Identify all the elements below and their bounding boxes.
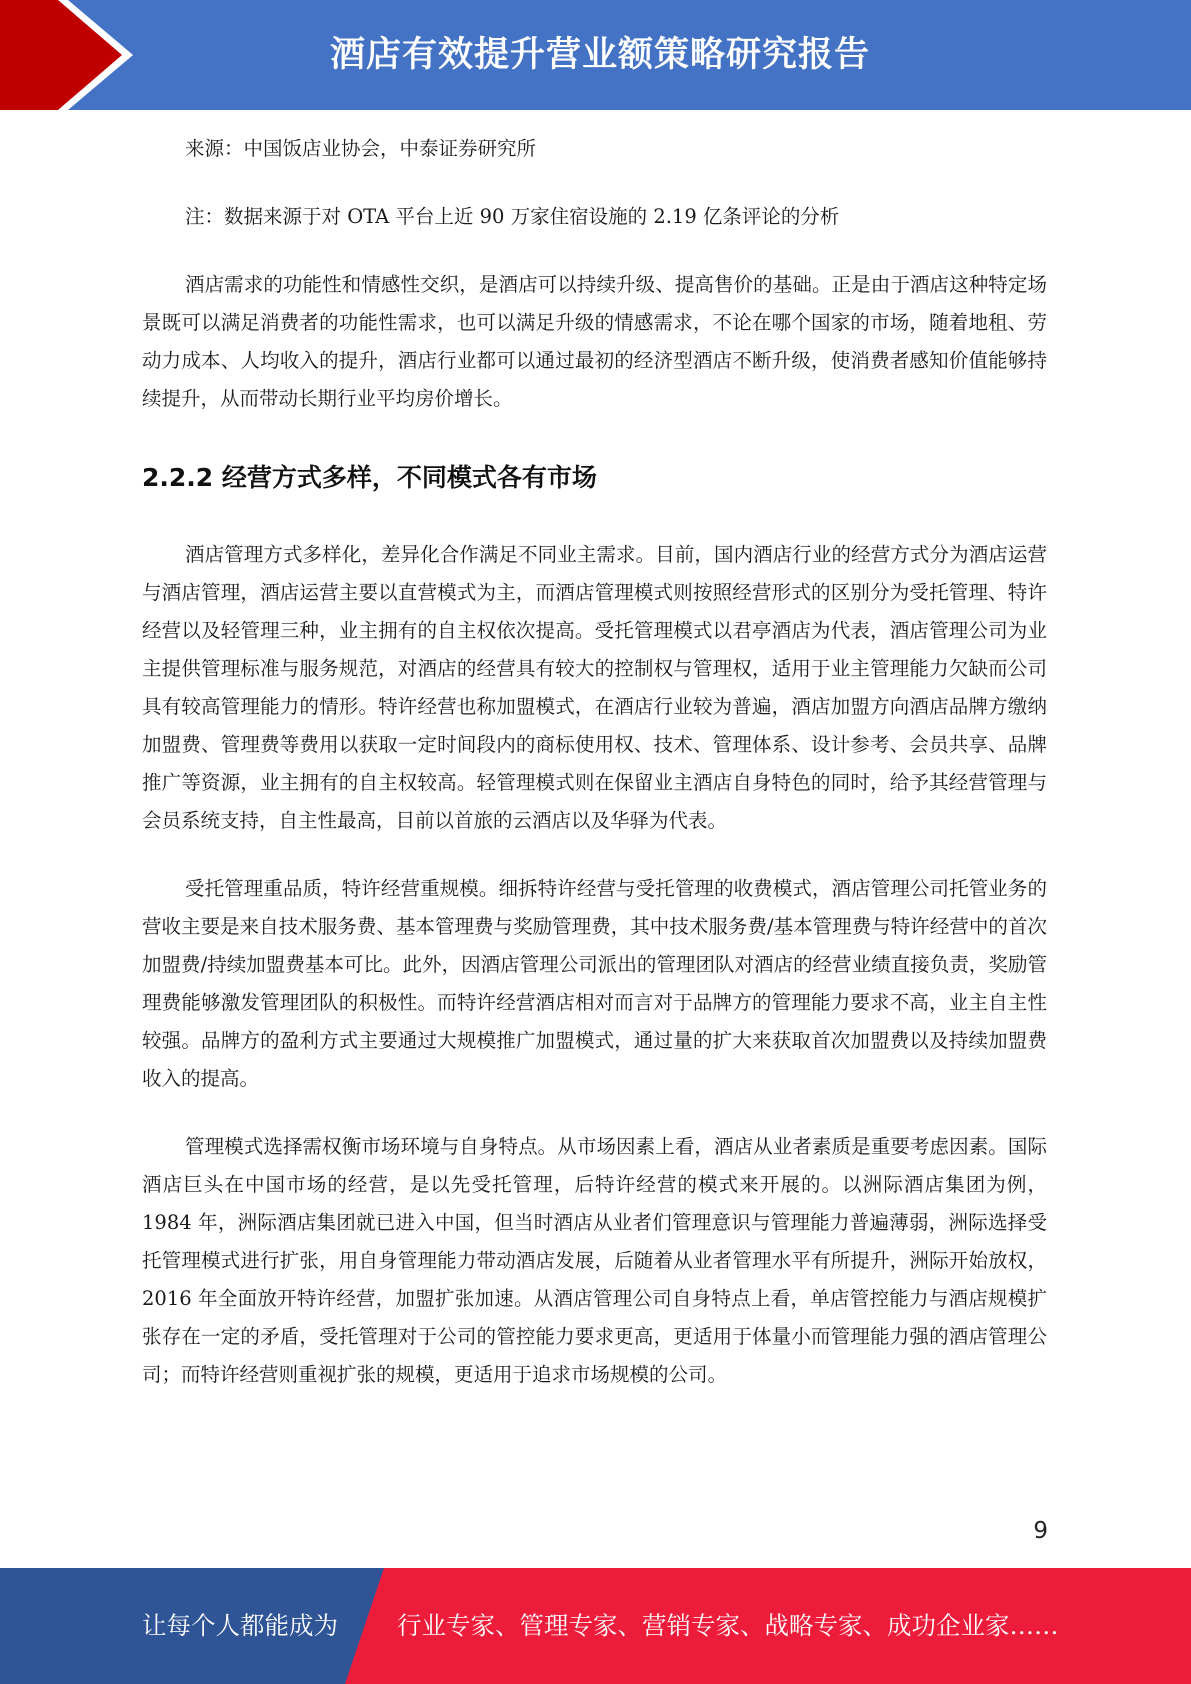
paragraph-quality-vs-scale: 受托管理重品质，特许经营重规模。细拆特许经营与受托管理的收费模式，酒店管理公司托管业务的营收主要是来自技术服务费、基本管理费与奖励管理费，其中技术服务费/基本管理费与特许经营中的首次加盟费/持续加盟费基本可比。此外，因酒店管理公司派出的管理团队对酒店的经营业绩直接负责，奖励管理费能够激发管理团队的积极性。而特许经营酒店相对而言对于品牌方的管理能力要求不高，业主自主性较强。品牌方的盈利方式主要通过大规模推广加盟模式，通过量的扩大来获取首次加盟费以及持续加盟费收入的提高。	[142, 877, 1047, 1090]
page-header	[0, 0, 1191, 110]
page-footer	[0, 1568, 1191, 1684]
header-chevron-icon	[0, 0, 160, 110]
paragraph-demand: 酒店需求的功能性和情感性交织，是酒店可以持续升级、提高售价的基础。正是由于酒店这种特定场景既可以满足消费者的功能性需求，也可以满足升级的情感需求，不论在哪个国家的市场，随着地租、劳动力成本、人均收入的提升，酒店行业都可以通过最初的经济型酒店不断升级，使消费者感知价值能够持续提升，从而带动长期行业平均房价增长。	[142, 273, 1047, 410]
paragraph-model-selection: 管理模式选择需权衡市场环境与自身特点。从市场因素上看，酒店从业者素质是重要考虑因素。国际酒店巨头在中国市场的经营，是以先受托管理，后特许经营的模式来开展的。以洲际酒店集团为例，1984 年，洲际酒店集团就已进入中国，但当时酒店从业者们管理意识与管理能力普遍薄弱，洲际选择受托管理模式进行扩张，用自身管理能力带动酒店发展，后随着从业者管理水平有所提升，洲际开始放权，2016 年全面放开特许经营，加盟扩张加速。从酒店管理公司自身特点上看，单店管控能力与酒店规模扩张存在一定的矛盾，受托管理对于公司的管控能力要求更高，更适用于体量小而管理能力强的酒店管理公司；而特许经营则重视扩张的规模，更适用于追求市场规模的公司。	[142, 1135, 1047, 1386]
footer-slogan-right: 行业专家、管理专家、营销专家、战略专家、成功企业家……	[397, 1611, 1059, 1640]
footer-slogan-left: 让每个人都能成为	[142, 1611, 338, 1640]
data-note: 注：数据来源于对 OTA 平台上近 90 万家住宿设施的 2.19 亿条评论的分析	[185, 205, 840, 228]
report-title: 酒店有效提升营业额策略研究报告	[330, 35, 871, 75]
paragraph-management-models: 酒店管理方式多样化，差异化合作满足不同业主需求。目前，国内酒店行业的经营方式分为酒店运营与酒店管理，酒店运营主要以直营模式为主，而酒店管理模式则按照经营形式的区别分为受托管理、特许经营以及轻管理三种，业主拥有的自主权依次提高。受托管理模式以君亭酒店为代表，酒店管理公司为业主提供管理标准与服务规范，对酒店的经营具有较大的控制权与管理权，适用于业主管理能力欠缺而公司具有较高管理能力的情形。特许经营也称加盟模式，在酒店行业较为普遍，酒店加盟方向酒店品牌方缴纳加盟费、管理费等费用以获取一定时间段内的商标使用权、技术、管理体系、设计参考、会员共享、品牌推广等资源，业主拥有的自主权较高。轻管理模式则在保留业主酒店自身特色的同时，给予其经营管理与会员系统支持，自主性最高，目前以首旅的云酒店以及华驿为代表。	[142, 543, 1047, 832]
page-number: 9	[1033, 1518, 1048, 1544]
section-heading: 2.2.2 经营方式多样，不同模式各有市场	[142, 463, 597, 492]
source-note: 来源：中国饭店业协会，中泰证券研究所	[185, 137, 537, 160]
document-body	[142, 130, 1047, 1424]
